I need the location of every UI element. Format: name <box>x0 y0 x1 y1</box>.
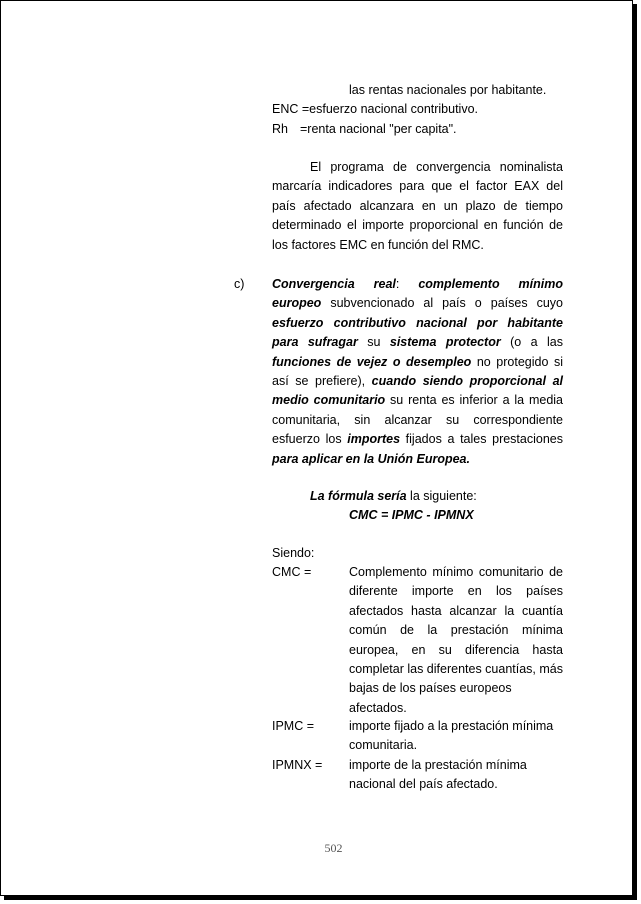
definition-term-cmc: CMC = <box>272 565 312 579</box>
definition-text-ipmnx: importe de la prestación mínima nacional del país afectado. <box>349 758 527 792</box>
rh-term: Rh <box>272 122 288 136</box>
intro-line-rh <box>272 120 457 140</box>
section-c-label: c) <box>234 277 245 291</box>
siendo-label: Siendo: <box>272 546 315 560</box>
section-c-paragraph: Convergencia real: complemento mínimo europeo subvencionado al país o países cuyo esfuerzo contributivo nacional por habitante para sufragar su sistema protector (o a las funciones de vejez o desempleo no protegido si así se prefiere), cuando siendo proporcional al medio comunitario su renta es inferior a la media comunitaria, sin alcanzar su correspondiente esfuerzo los importes fijados a tales prestaciones para aplicar en la Unión Europea. <box>272 277 563 466</box>
definition-text-cmc: Complemento mínimo comunitario de diferente importe en los países afectados hasta alcanzar la cuantía común de la prestación mínima europea, en su diferencia hasta completar las diferentes cuantías, más bajas de los países europeos afectados. <box>349 565 563 715</box>
paragraph-programa: El programa de convergencia nominalista marcaría indicadores para que el factor EAX del país afectado alcanzara en un plazo de tiempo determinado el importe proporcional en función de los factores EMC en función del RMC. <box>272 160 563 252</box>
convergencia-real: Convergencia real <box>272 277 396 291</box>
formula-intro: La fórmula sería la siguiente: <box>310 489 477 503</box>
definition-term-ipmc: IPMC = <box>272 719 315 733</box>
page-number: 502 <box>324 841 343 855</box>
definition-text-ipmc: importe fijado a la prestación mínima comunitaria. <box>349 719 554 753</box>
intro-line-enc: ENC =esfuerzo nacional contributivo. <box>272 102 479 116</box>
para-aplicar-ue: para aplicar en la Unión Europea. <box>272 451 470 466</box>
intro-line-rentas: las rentas nacionales por habitante. <box>349 83 547 97</box>
definition-term-ipmnx: IPMNX = <box>272 758 323 772</box>
formula-equation: CMC = IPMC - IPMNX <box>349 508 474 522</box>
rh-definition: =renta nacional "per capita". <box>299 122 457 136</box>
